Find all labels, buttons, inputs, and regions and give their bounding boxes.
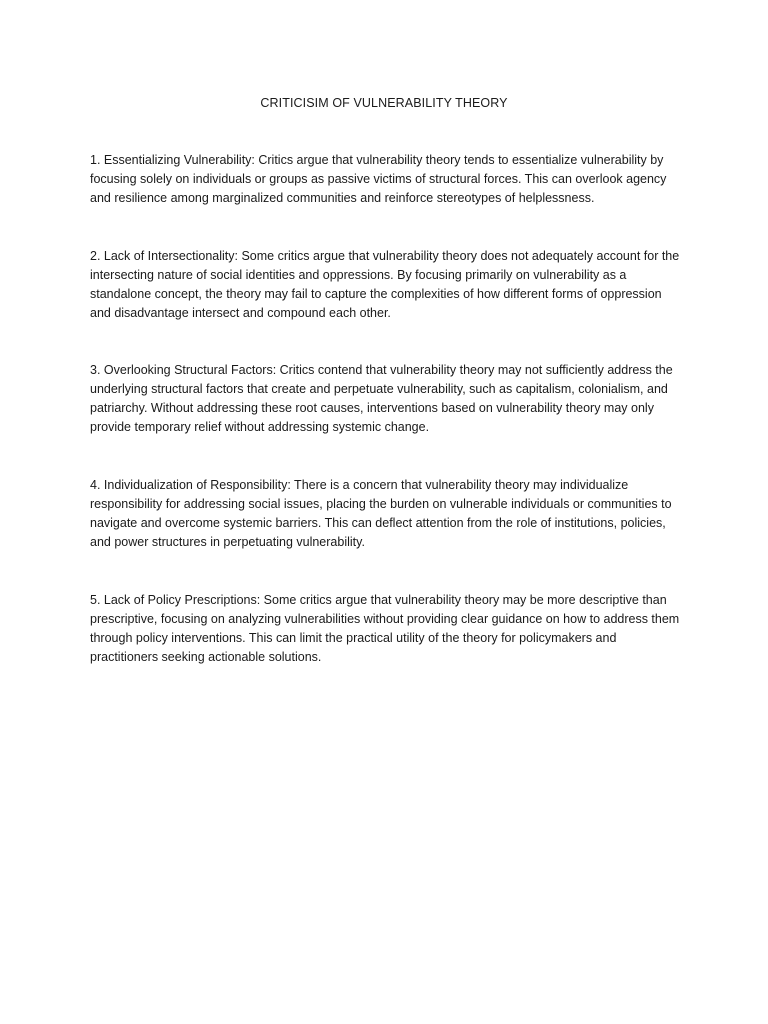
paragraph-individualization-of-responsibility: 4. Individualization of Responsibility: There is a concern that vulnerability theory may individualize responsibility for addressing social issues, placing the burden on vulnerable individuals or communities to navigate and overcome systemic barriers. This can deflect attention from the role of institutions, policies, and power structures in perpetuating vulnerability. bbox=[90, 478, 672, 549]
paragraph-essentializing-vulnerability: 1. Essentializing Vulnerability: Critics argue that vulnerability theory tends to essentialize vulnerability by focusing solely on individuals or groups as passive victims of structural forces. This can overlook agency and resilience among marginalized communities and reinforce stereotypes of helplessness. bbox=[90, 153, 667, 205]
paragraph-overlooking-structural-factors: 3. Overlooking Structural Factors: Critics contend that vulnerability theory may not sufficiently address the underlying structural factors that create and perpetuate vulnerability, such as capitalism, colonialism, and patriarchy. Without addressing these root causes, interventions based on vulnerability theory may only provide temporary relief without addressing systemic change. bbox=[90, 363, 673, 434]
document-title: CRITICISIM OF VULNERABILITY THEORY bbox=[260, 96, 508, 110]
paragraph-lack-of-policy-prescriptions: 5. Lack of Policy Prescriptions: Some critics argue that vulnerability theory may be more descriptive than prescriptive, focusing on analyzing vulnerabilities without providing clear guidance on how to address them through policy interventions. This can limit the practical utility of the theory for policymakers and practitioners seeking actionable solutions. bbox=[90, 593, 680, 664]
paragraph-lack-of-intersectionality: 2. Lack of Intersectionality: Some critics argue that vulnerability theory does not adequately account for the intersecting nature of social identities and oppressions. By focusing primarily on vulnerability as a standalone concept, the theory may fail to capture the complexities of how different forms of oppression and disadvantage intersect and compound each other. bbox=[90, 249, 680, 320]
